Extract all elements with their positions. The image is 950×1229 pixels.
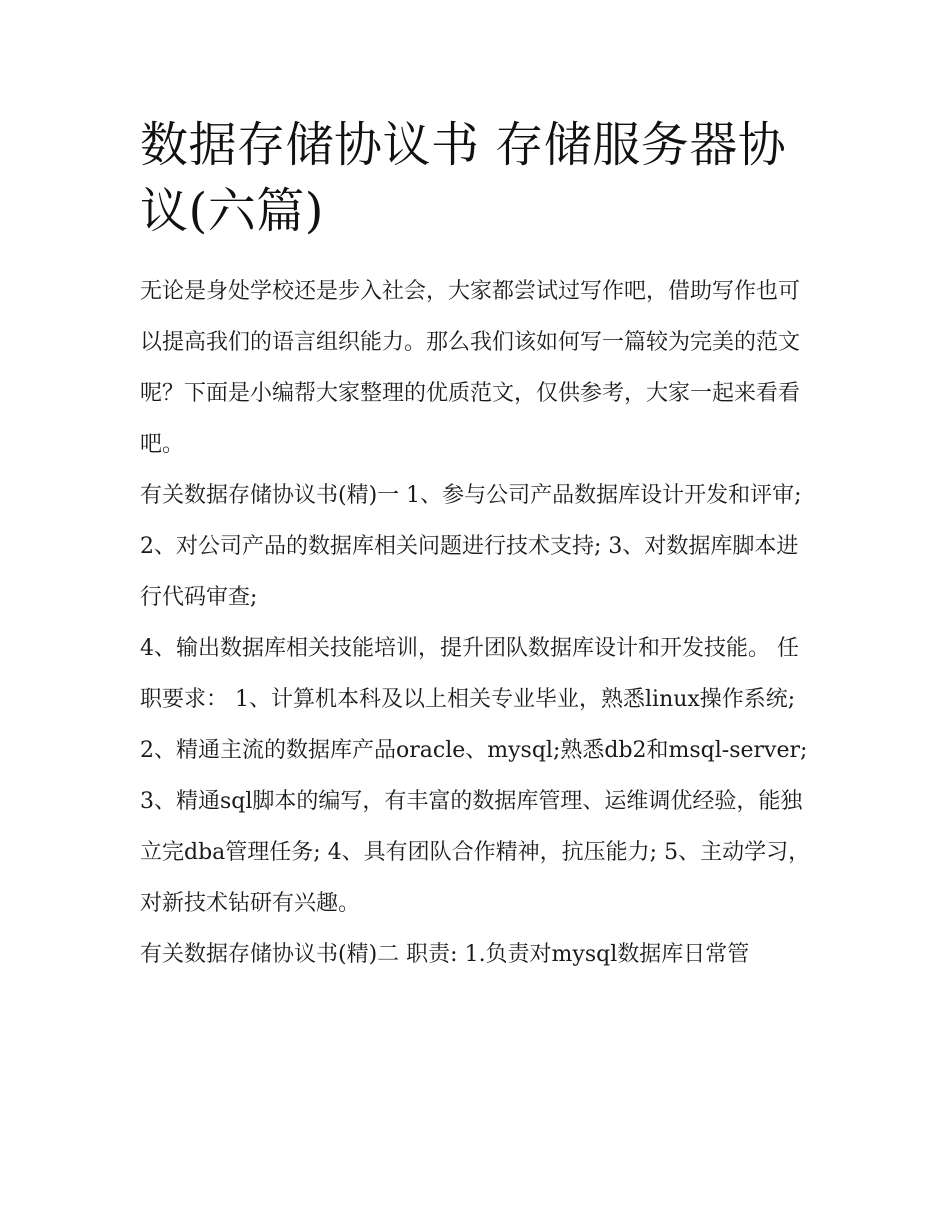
section-one-requirements-paragraph: 4、输出数据库相关技能培训，提升团队数据库设计和开发技能。 任职要求： 1、计算机本科及以上相关专业毕业，熟悉linux操作系统; <box>140 636 799 712</box>
document-body <box>140 266 812 980</box>
database-skills-paragraph: 2、精通主流的数据库产品oracle、mysql;熟悉db2和msql-server; <box>140 738 808 763</box>
sql-skills-paragraph: 3、精通sql脚本的编写，有丰富的数据库管理、运维调优经验，能独立完dba管理任务; 4、具有团队合作精神，抗压能力; 5、主动学习，对新技术钻研有兴趣。 <box>140 789 811 916</box>
intro-paragraph: 无论是身处学校还是步入社会，大家都尝试过写作吧，借助写作也可以提高我们的语言组织能力。那么我们该如何写一篇较为完美的范文呢？下面是小编帮大家整理的优质范文，仅供参考，大家一起来看看吧。 <box>140 279 801 457</box>
section-one-duties-paragraph: 有关数据存储协议书(精)一 1、参与公司产品数据库设计开发和评审; 2、对公司产品的数据库相关问题进行技术支持; 3、对数据库脚本进行代码审查; <box>140 483 802 610</box>
section-two-paragraph: 有关数据存储协议书(精)二 职责: 1.负责对mysql数据库日常管 <box>140 942 750 967</box>
document-title: 数据存储协议书 存储服务器协议(六篇) <box>140 117 787 239</box>
document-page <box>140 112 812 980</box>
